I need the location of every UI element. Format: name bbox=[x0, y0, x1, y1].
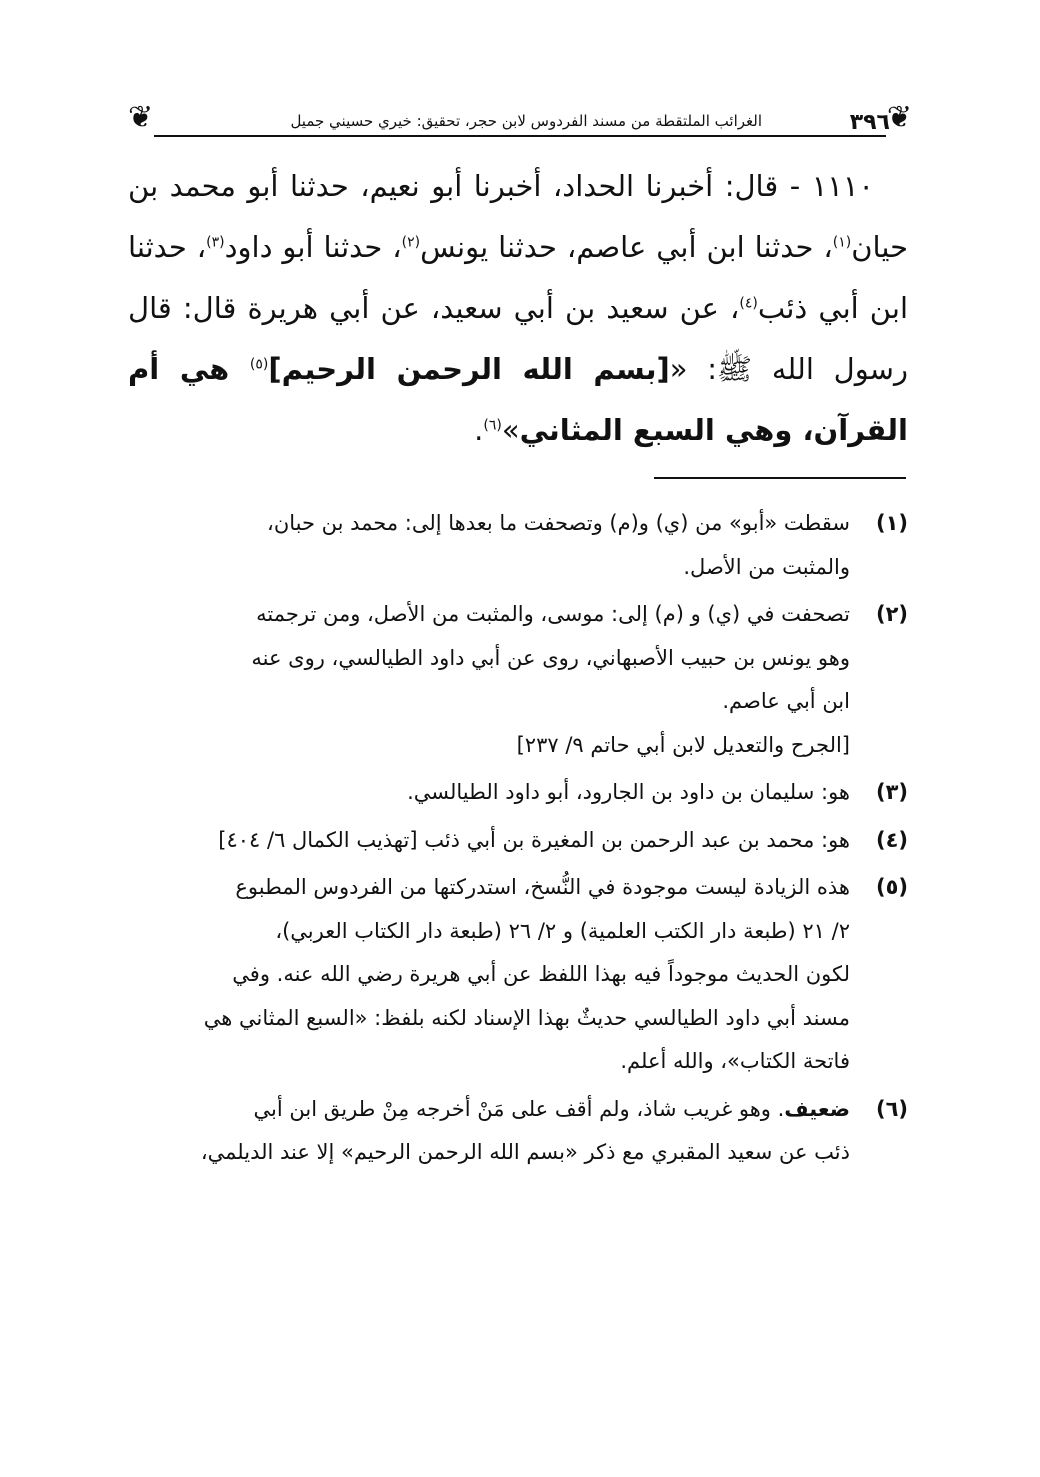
footnote-line: ٢/ ٢١ (طبعة دار الكتب العلمية) و ٢/ ٢٦ (طبعة دار الكتاب العربي)، bbox=[275, 918, 850, 943]
footnote-6 bbox=[128, 1088, 908, 1175]
hadith-text-segment: ، عن سعيد بن أبي سعيد، عن أبي هريرة قال: قال رسول الله ﷺ: « bbox=[128, 291, 908, 386]
header-ornament-right: ❦ bbox=[886, 100, 912, 135]
footnote-ref-6[interactable]: (٦) bbox=[483, 417, 502, 434]
footnote-number: (٥) bbox=[875, 875, 908, 899]
footnote-1 bbox=[128, 502, 908, 589]
footnote-line: وهو يونس بن حبيب الأصبهاني، روى عن أبي داود الطيالسي، روى عنه bbox=[251, 645, 850, 670]
footnote-ref-4[interactable]: (٤) bbox=[739, 295, 758, 312]
footnote-number: (١) bbox=[875, 511, 908, 535]
footnotes bbox=[128, 502, 908, 1179]
footnote-number: (٦) bbox=[875, 1096, 908, 1121]
grading-label: ضعيف bbox=[784, 1096, 850, 1121]
footnote-ref-2[interactable]: (٢) bbox=[401, 234, 421, 251]
hadith-text-segment: ، حدثنا ابن أبي عاصم، حدثنا يونس bbox=[420, 230, 833, 264]
footnote-line: ابن أبي عاصم. bbox=[722, 689, 850, 713]
hadith-text-segment: ، حدثنا ابن أبي ذئب bbox=[128, 230, 908, 325]
footnote-line bbox=[128, 1088, 850, 1132]
hadith-paragraph bbox=[128, 156, 908, 461]
hadith-text-segment: . bbox=[474, 413, 484, 447]
basmala-insertion: [بسم الله الرحمن الرحيم] bbox=[268, 352, 670, 386]
footnote-line: سقطت «أبو» من (ي) و(م) وتصحفت ما بعدها إلى: محمد بن حبان، bbox=[267, 511, 850, 535]
footnote-ref-1[interactable]: (١) bbox=[832, 234, 852, 251]
footnote-line: لكون الحديث موجوداً فيه بهذا اللفظ عن أبي هريرة رضي الله عنه. وفي bbox=[232, 962, 850, 986]
footnote-text: . وهو غريب شاذ، ولم أقف على مَنْ أخرجه مِنْ طريق ابن أبي bbox=[253, 1096, 785, 1121]
footnote-ref-3[interactable]: (٣) bbox=[206, 234, 225, 251]
footnote-number: (٢) bbox=[875, 602, 908, 626]
footnote-line: هو: سليمان بن داود بن الجارود، أبو داود الطيالسي. bbox=[407, 780, 850, 804]
page-header bbox=[128, 96, 912, 144]
footnote-3 bbox=[128, 771, 908, 815]
footnote-line: [الجرح والتعديل لابن أبي حاتم ٩/ ٢٣٧] bbox=[516, 732, 850, 757]
footnote-number: (٣) bbox=[875, 780, 908, 804]
footnote-line: هو: محمد بن عبد الرحمن بن المغيرة بن أبي ذئب [تهذيب الكمال ٦/ ٤٠٤] bbox=[218, 827, 850, 852]
footnote-line: تصحفت في (ي) و (م) إلى: موسى، والمثبت من الأصل، ومن ترجمته bbox=[256, 602, 850, 626]
hadith-text-segment: - قال: أخبرنا الحداد، أخبرنا أبو نعيم، حدثنا أبو محمد بن حيان bbox=[128, 169, 909, 264]
hadith-text bbox=[128, 156, 908, 461]
footnote-number: (٤) bbox=[875, 827, 908, 852]
hadith-text-segment: » bbox=[501, 413, 520, 447]
header-ornament-left: ❦ bbox=[128, 100, 154, 135]
footnote-line: والمثبت من الأصل. bbox=[683, 554, 850, 579]
footnote-2 bbox=[128, 593, 908, 767]
hadith-text-segment: ، حدثنا أبو داود bbox=[224, 230, 402, 264]
page-number: ٣٩٦ bbox=[849, 110, 890, 135]
footnote-line: فاتحة الكتاب»، والله أعلم. bbox=[620, 1049, 850, 1073]
footnote-line: هذه الزيادة ليست موجودة في النُّسخ، استدركتها من الفردوس المطبوع bbox=[235, 875, 850, 899]
footnote-4 bbox=[128, 819, 908, 863]
hadith-matn: هي أم القرآن، وهي السبع المثاني bbox=[128, 352, 908, 447]
footnote-line: ذئب عن سعيد المقبري مع ذكر «بسم الله الرحمن الرحيم» إلا عند الديلمي، bbox=[200, 1140, 850, 1164]
hadith-number: ١١١٠ bbox=[811, 169, 875, 203]
footnote-line: مسند أبي داود الطيالسي حديثٌ بهذا الإسناد لكنه بلفظ: «السبع المثاني هي bbox=[203, 1005, 850, 1030]
footnote-separator bbox=[654, 477, 906, 479]
footnote-5 bbox=[128, 866, 908, 1084]
running-title: الغرائب الملتقطة من مسند الفردوس لابن حجر، تحقيق: خيري حسيني جميل bbox=[290, 112, 762, 130]
footnote-ref-5[interactable]: (٥) bbox=[249, 356, 269, 373]
header-rule bbox=[154, 135, 886, 137]
